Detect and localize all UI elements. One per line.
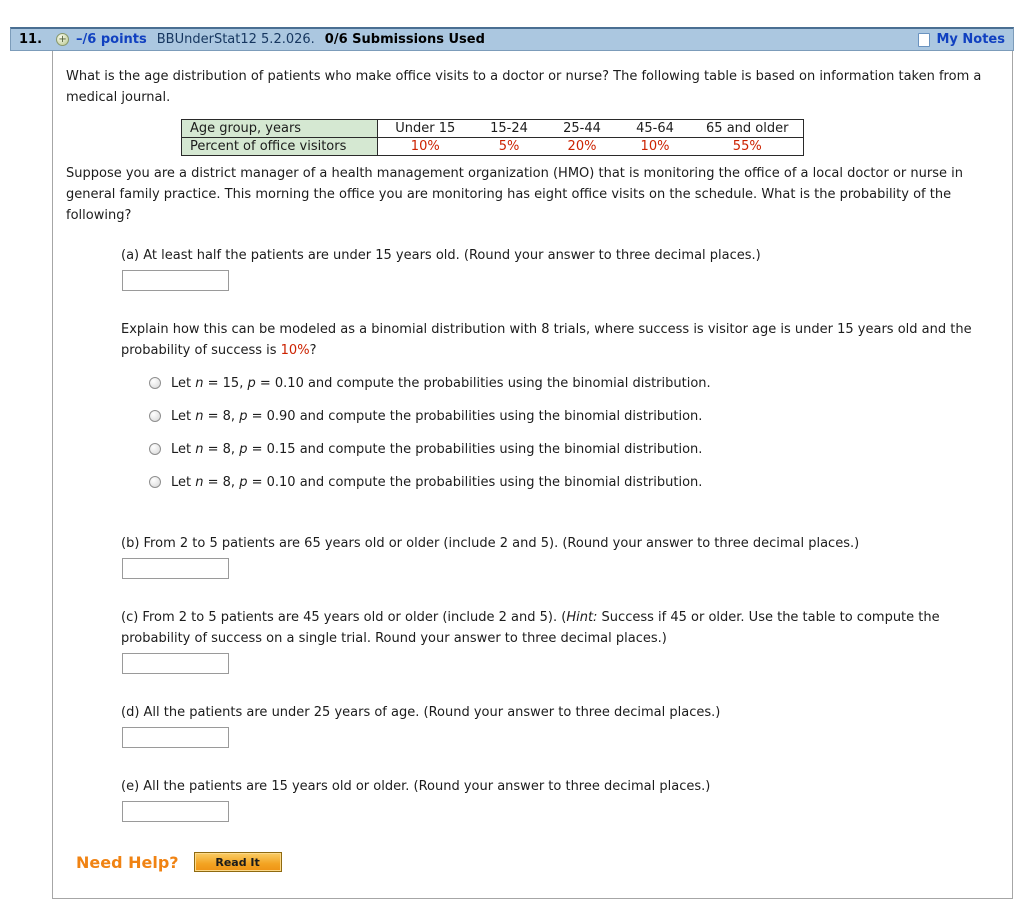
answer-input-c[interactable] (122, 653, 229, 674)
question-body (52, 51, 1013, 899)
option-row-3 (149, 440, 992, 460)
percent-value: 20% (567, 139, 597, 154)
part-b-label: (b) From 2 to 5 patients are 65 years old or older (include 2 and 5). (Round your answer to three decimal places.) (121, 536, 860, 551)
table-row-percents (182, 138, 804, 156)
hint-label: Hint: (566, 610, 598, 625)
part-c-label: (c) From 2 to 5 patients are 45 years old or older (include 2 and 5). (Hint: Success if 45 or older. Use the table to compute the probability of success on a single trial. Round your answer to three decimal places.) (121, 610, 940, 646)
radio-option-2[interactable] (149, 410, 161, 422)
read-it-button[interactable]: Read It (194, 852, 282, 872)
need-help-section (76, 852, 992, 872)
textbook-reference: BBUnderStat12 5.2.026. (156, 32, 315, 47)
age-distribution-table (181, 119, 804, 156)
column-header: 65 and older (692, 120, 804, 138)
explain-block (121, 319, 992, 493)
column-header: 45-64 (619, 120, 692, 138)
row-label-age-group: Age group, years (182, 120, 378, 138)
part-d (121, 702, 992, 748)
explain-highlight: 10% (280, 343, 310, 358)
expand-details-icon[interactable]: + (56, 33, 69, 46)
answer-input-d[interactable] (122, 727, 229, 748)
scenario-paragraph: Suppose you are a district manager of a health management organization (HMO) that is monitoring the office of a local doctor or nurse in general family practice. This morning the office you are monitoring has eight office visits on the schedule. What is the probability of the following? (66, 166, 963, 223)
explain-text: Explain how this can be modeled as a binomial distribution with 8 trials, where success is visitor age is under 15 years old and the probability of success is (121, 322, 972, 358)
option-1-label: Let n = 15, p = 0.10 and compute the probabilities using the binomial distribution. (171, 376, 711, 391)
percent-value: 55% (732, 139, 762, 154)
explain-tail: ? (309, 343, 317, 358)
my-notes-link[interactable]: My Notes (936, 32, 1005, 47)
part-a-label: (a) At least half the patients are under 15 years old. (Round your answer to three decimal places.) (121, 248, 761, 263)
row-label-percent: Percent of office visitors (182, 138, 378, 156)
radio-option-4[interactable] (149, 476, 161, 488)
part-a (121, 245, 992, 291)
part-e-label: (e) All the patients are 15 years old or older. (Round your answer to three decimal places.) (121, 779, 711, 794)
option-3-label: Let n = 8, p = 0.15 and compute the probabilities using the binomial distribution. (171, 442, 703, 457)
column-header: Under 15 (378, 120, 473, 138)
option-4-label: Let n = 8, p = 0.10 and compute the probabilities using the binomial distribution. (171, 475, 703, 490)
submissions-used: 0/6 Submissions Used (324, 32, 485, 47)
option-row-1 (149, 374, 992, 394)
my-notes-icon[interactable] (918, 33, 930, 47)
question-header-bar (10, 27, 1014, 51)
part-e (121, 776, 992, 822)
part-d-label: (d) All the patients are under 25 years of age. (Round your answer to three decimal places.) (121, 705, 721, 720)
column-header: 25-44 (546, 120, 619, 138)
need-help-label: Need Help? (76, 852, 179, 872)
percent-value: 10% (640, 139, 670, 154)
part-c (121, 607, 992, 674)
percent-value: 5% (498, 139, 520, 154)
option-2-label: Let n = 8, p = 0.90 and compute the probabilities using the binomial distribution. (171, 409, 703, 424)
radio-option-3[interactable] (149, 443, 161, 455)
question-number: 11. (19, 32, 43, 47)
radio-option-1[interactable] (149, 377, 161, 389)
answer-input-a[interactable] (122, 270, 229, 291)
option-row-4 (149, 473, 992, 493)
points-label: –/6 points (76, 32, 147, 47)
column-header: 15-24 (473, 120, 546, 138)
table-row-age-groups (182, 120, 804, 138)
part-b (121, 533, 992, 579)
option-row-2 (149, 407, 992, 427)
intro-paragraph: What is the age distribution of patients who make office visits to a doctor or nurse? The following table is based on information taken from a medical journal. (66, 69, 982, 105)
answer-input-e[interactable] (122, 801, 229, 822)
answer-input-b[interactable] (122, 558, 229, 579)
percent-value: 10% (410, 139, 440, 154)
